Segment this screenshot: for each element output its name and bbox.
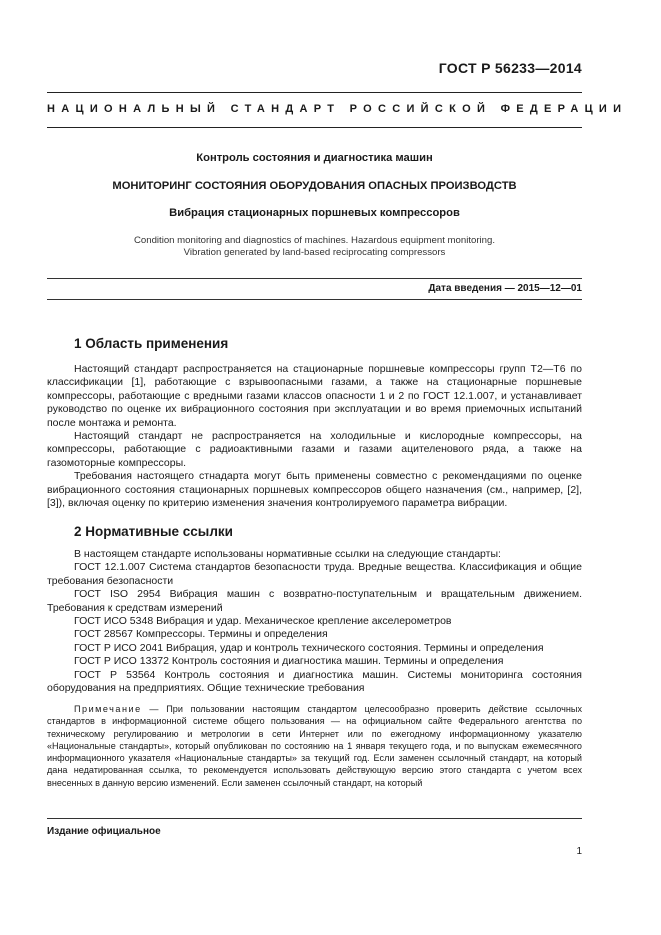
introduction-date: Дата введения — 2015—12—01	[428, 283, 582, 294]
divider-footer	[47, 818, 582, 819]
section-heading-scope: 1 Область применения	[74, 336, 229, 351]
paragraph: Настоящий стандарт не распространяется на холодильные и кислородные компрессоры, на компрессоры, работающие с радиоактивными газами и газами ацителенового ряда, а также на газомоторные компрессоры.	[47, 430, 582, 469]
page-number: 1	[576, 846, 582, 857]
document-code: ГОСТ Р 56233—2014	[438, 60, 582, 76]
reference-item: ГОСТ 28567 Компрессоры. Термины и определения	[74, 628, 328, 641]
note	[47, 703, 582, 789]
paragraph: Требования настоящего стнадарта могут быть применены совместно с рекомендациями по оценке вибрационного состояния стационарных поршневых компрессоров общего назначения (см., например, [2], [3]), включая оценку по критерию изменения значения контролируемого параметра вибрации.	[47, 470, 582, 510]
reference-item: ГОСТ Р ИСО 13372 Контроль состояния и диагностика машин. Термины и определения	[74, 655, 504, 668]
standard-part-title: Вибрация стационарных поршневых компрессоров	[169, 207, 460, 219]
edition-label: Издание официальное	[47, 826, 161, 837]
section-heading-references: 2 Нормативные ссылки	[74, 524, 233, 539]
note-label: Примечание	[74, 704, 142, 714]
reference-item: ГОСТ ИСО 5348 Вибрация и удар. Механическое крепление акселерометров	[74, 615, 452, 628]
divider-top-2	[47, 127, 582, 128]
note-text: — При пользовании настоящим стандартом целесообразно проверить действие ссылочных стандартов в информационной системе общего пользования — на официальном сайте Федерального агентства по техническому регулированию и метрологии в сети Интернет или по ежегодному информационному указателю «Национальные стандарты», который опубликован по состоянию на 1 января текущего года, и по выпускам ежемесячного информационного указателя «Национальные стандарты» за текущий год. Если заменен ссылочный стандарт, на который дана недатированная ссылка, то рекомендуется использовать действующую версию этого стандарта с учетом всех внесенных в данную версию изменений. Если заменен ссылочный стандарт, на который	[47, 704, 582, 788]
reference-item: ГОСТ ISO 2954 Вибрация машин с возвратно-поступательным и вращательным движением. Требования к средствам измерений	[47, 588, 582, 614]
section-body-references	[47, 548, 582, 695]
standard-subtitle: Контроль состояния и диагностика машин	[196, 152, 433, 164]
divider-top	[47, 92, 582, 93]
paragraph: Настоящий стандарт распространяется на стационарные поршневые компрессоры групп Т2—Т6 по классификации [1], работающие с взрывоопасными газами, а также на стационарные поршневые компрессоры, работающие с вредными газами классов опасности 1 и 2 по ГОСТ 12.1.007, и устанавливает руководство по оценке их вибрационного состояния при эксплуатации и во время приемочных испытаний после монтажа и ремонта.	[47, 363, 582, 429]
divider-date-bottom	[47, 299, 582, 300]
national-standard-title: НАЦИОНАЛЬНЫЙ СТАНДАРТ РОССИЙСКОЙ ФЕДЕРАЦИИ	[47, 103, 628, 115]
reference-item: ГОСТ Р ИСО 2041 Вибрация, удар и контроль технического состояния. Термины и определения	[74, 641, 544, 654]
standard-title: МОНИТОРИНГ СОСТОЯНИЯ ОБОРУДОВАНИЯ ОПАСНЫХ ПРОИЗВОДСТВ	[112, 180, 517, 192]
paragraph: В настоящем стандарте использованы нормативные ссылки на следующие стандарты:	[74, 548, 501, 560]
reference-item: ГОСТ Р 53564 Контроль состояния и диагностика машин. Системы мониторинга состояния оборудования на предприятиях. Общие технические требования	[47, 668, 582, 695]
section-body-scope	[47, 363, 582, 510]
divider-date-top	[47, 278, 582, 279]
english-title-line-1: Condition monitoring and diagnostics of machines. Hazardous equipment monitoring.	[133, 235, 496, 246]
english-title-line-2: Vibration generated by land-based reciprocating compressors	[183, 247, 446, 258]
reference-item: ГОСТ 12.1.007 Система стандартов безопасности труда. Вредные вещества. Классификация и общие требования безопасности	[47, 561, 582, 587]
